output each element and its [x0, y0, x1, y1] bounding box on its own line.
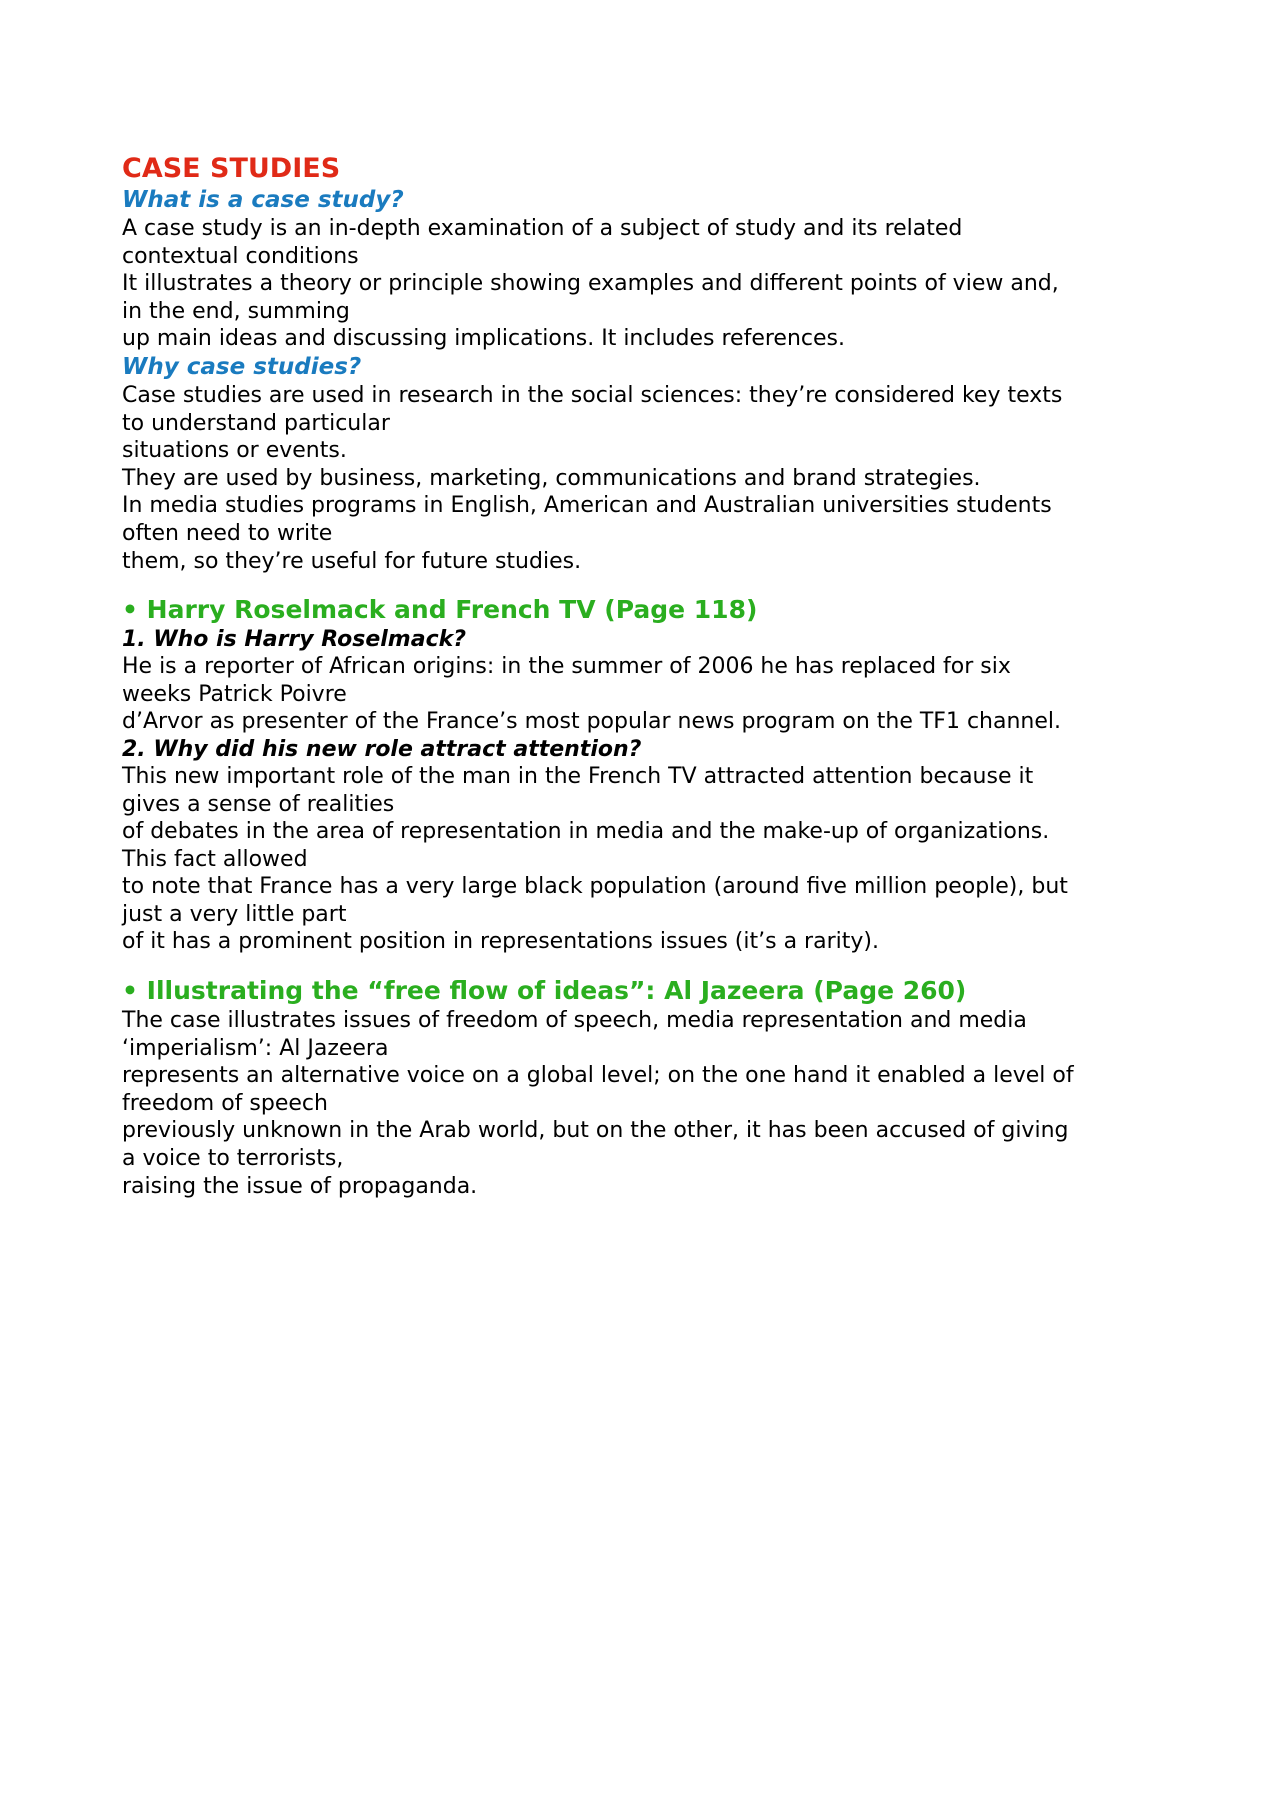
why-paragraph — [122, 382, 1162, 575]
text-line: This new important role of the man in the French TV attracted attention because it — [122, 763, 1034, 789]
text-line: them, so they’re useful for future studies. — [122, 548, 582, 574]
text-line: He is a reporter of African origins: in the summer of 2006 he has replaced for six — [122, 654, 1011, 680]
what-heading: What is a case study? — [122, 187, 404, 213]
text-line: of debates in the area of representation in media and the make-up of organizations. — [122, 819, 1050, 845]
text-line: represents an alternative voice on a global level; on the one hand it enabled a level of — [122, 1063, 1074, 1089]
text-line: a voice to terrorists, — [122, 1146, 344, 1172]
text-line: In media studies programs in English, American and Australian universities students — [122, 493, 1052, 519]
case2-paragraph — [122, 1007, 1162, 1200]
case1-question-1: 1. Who is Harry Roselmack? — [122, 627, 466, 653]
case1-answer-1 — [122, 653, 1162, 736]
text-line: just a very little part — [122, 901, 347, 927]
text-line: d’Arvor as presenter of the France’s most popular news program on the TF1 channel. — [122, 709, 1061, 735]
text-line: They are used by business, marketing, communications and brand strategies. — [122, 465, 981, 491]
text-line: up main ideas and discussing implications. It includes references. — [122, 326, 845, 352]
text-line: ‘imperialism’: Al Jazeera — [122, 1035, 389, 1061]
case2-heading: • Illustrating the “free flow of ideas”: Al Jazeera (Page 260) — [122, 976, 967, 1006]
case1-heading: • Harry Roselmack and French TV (Page 118) — [122, 595, 758, 625]
text-line: raising the issue of propaganda. — [122, 1173, 478, 1199]
text-line: of it has a prominent position in representations issues (it’s a rarity). — [122, 929, 879, 955]
section-gap — [122, 956, 1162, 975]
text-line: situations or events. — [122, 438, 347, 464]
text-line: often need to write — [122, 520, 333, 546]
what-paragraph — [122, 215, 1162, 353]
text-line: This fact allowed — [122, 846, 308, 872]
text-line: The case illustrates issues of freedom of speech, media representation and media — [122, 1008, 1027, 1034]
case1-question-2: 2. Why did his new role attract attention? — [122, 736, 642, 762]
document-title: CASE STUDIES — [122, 153, 341, 184]
document-page — [122, 152, 1162, 1200]
text-line: to understand particular — [122, 410, 390, 436]
why-heading: Why case studies? — [122, 353, 362, 380]
case1-answer-2 — [122, 763, 1162, 956]
text-line: Case studies are used in research in the social sciences: they’re considered key texts — [122, 382, 1063, 408]
text-line: gives a sense of realities — [122, 791, 395, 817]
text-line: to note that France has a very large black population (around five million people), but — [122, 874, 1068, 900]
text-line: weeks Patrick Poivre — [122, 681, 347, 707]
section-gap — [122, 575, 1162, 594]
text-line: It illustrates a theory or principle showing examples and different points of view and, — [122, 271, 1059, 297]
text-line: A case study is an in-depth examination of a subject of study and its related — [122, 216, 963, 241]
text-line: in the end, summing — [122, 298, 350, 324]
text-line: freedom of speech — [122, 1090, 328, 1116]
text-line: previously unknown in the Arab world, but on the other, it has been accused of giving — [122, 1118, 1069, 1144]
text-line: contextual conditions — [122, 243, 359, 269]
